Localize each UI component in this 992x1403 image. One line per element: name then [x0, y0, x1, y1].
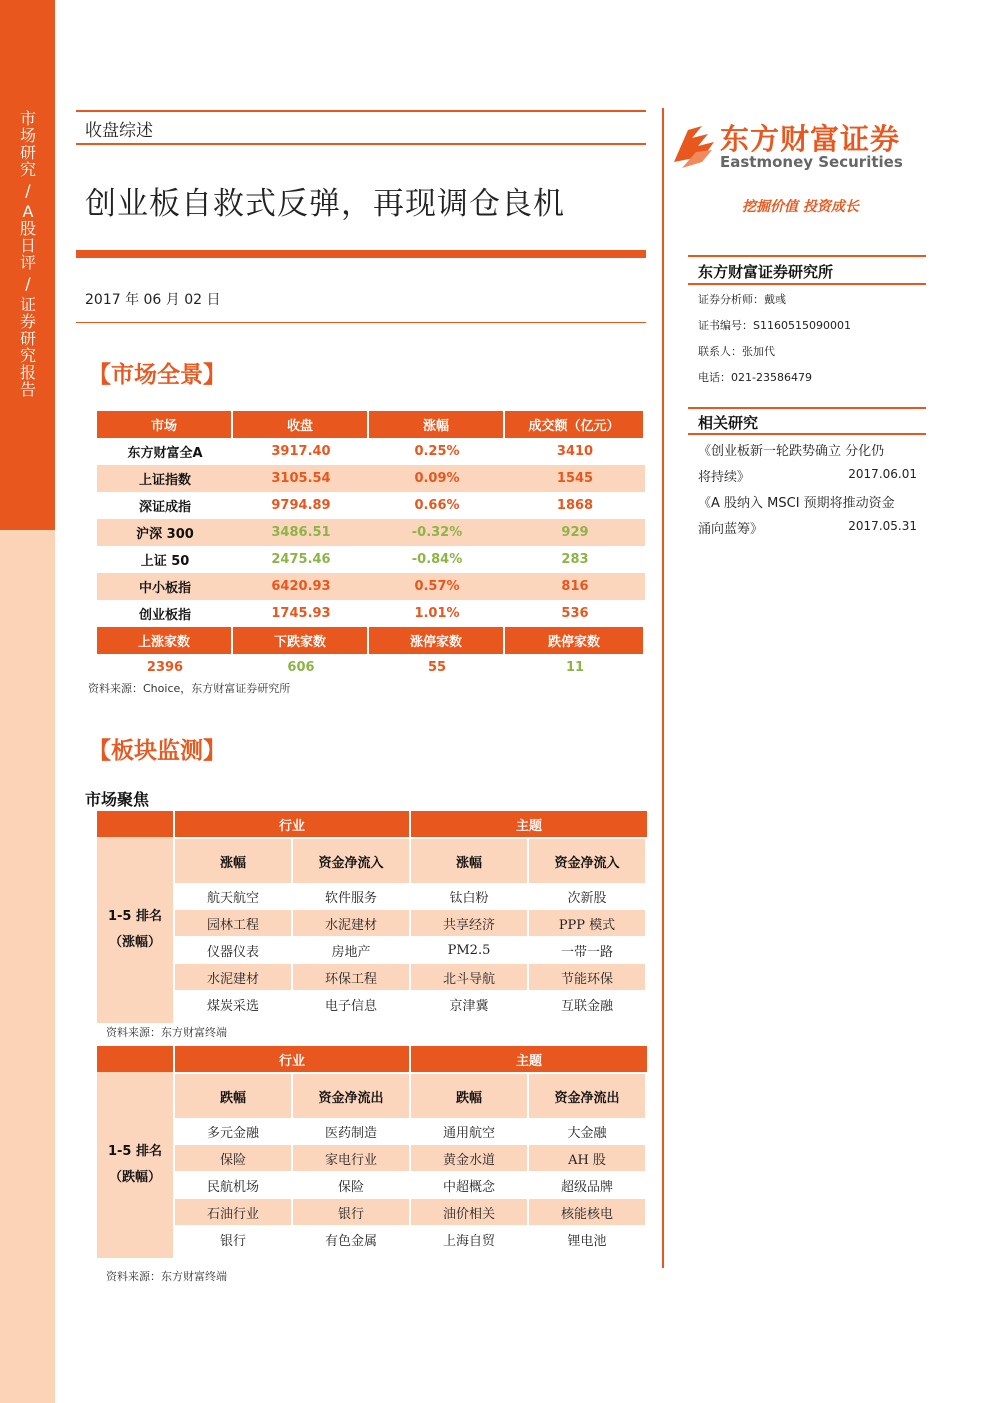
sector-cell: 保险	[175, 1145, 291, 1171]
report-category-label: 收盘综述	[85, 121, 153, 141]
index-close: 3105.54	[233, 465, 369, 492]
sidebar-category-text	[15, 110, 41, 398]
sidebar-char: 研	[19, 329, 36, 348]
sector-cell: 黄金水道	[411, 1145, 527, 1171]
logo-en-text: Eastmoney Securities	[720, 153, 903, 171]
rank-label-cell	[97, 837, 173, 1023]
sector-cell: 一带一路	[560, 944, 613, 960]
column-header-cell: 跌幅	[411, 1074, 527, 1118]
index-volume: 1868	[556, 498, 594, 513]
stats-header-cell: 上涨家数	[97, 627, 233, 654]
sector-cell: 中超概念	[442, 1179, 495, 1195]
section-title-market-overview: 【市场全景】	[88, 361, 226, 388]
sector-cell: 超级品牌	[560, 1179, 613, 1195]
sector-gainers-table	[97, 811, 647, 1023]
sector-cell: 核能核电	[529, 1199, 645, 1225]
sector-cell: 水泥建材	[175, 964, 291, 990]
sector-cell: 北斗导航	[411, 964, 527, 990]
stats-header-cell: 涨停家数	[369, 627, 505, 654]
sector-cell: 仪器仪表	[206, 944, 259, 960]
sector-cell: 共享经济	[411, 910, 527, 936]
sector-cell: 油价相关	[411, 1199, 527, 1225]
sector-cell: 环保工程	[293, 964, 409, 990]
table-row	[97, 600, 645, 627]
table-row	[97, 438, 645, 465]
column-header-cell: 资金净流出	[293, 1074, 409, 1118]
sidebar-char: 券	[19, 312, 36, 331]
index-close: 6420.93	[233, 573, 369, 600]
table-corner-cell	[97, 811, 173, 837]
logo-cn-text: 东方财富证券	[720, 122, 901, 156]
license-number: 证书编号：S1160515090001	[698, 319, 851, 332]
sector-cell: 互联金融	[560, 998, 613, 1014]
index-volume: 3410	[556, 444, 594, 459]
index-volume: 816	[505, 573, 645, 600]
index-name: 上证指数	[97, 465, 233, 492]
index-name: 上证 50	[140, 554, 190, 569]
index-close: 3917.40	[271, 444, 331, 459]
sector-cell: 水泥建材	[293, 910, 409, 936]
phone-number: 电话：021-23586479	[698, 371, 812, 384]
index-change: -0.32%	[369, 519, 505, 546]
sector-cell: 园林工程	[175, 910, 291, 936]
index-volume: 536	[561, 606, 589, 621]
index-volume: 1545	[505, 465, 645, 492]
sector-cell: 民航机场	[206, 1179, 259, 1195]
market-table-source: 资料来源：Choice，东方财富证券研究所	[88, 682, 291, 695]
sector-cell: 石油行业	[175, 1199, 291, 1225]
index-volume: 283	[561, 552, 589, 567]
index-name: 深证成指	[138, 500, 191, 515]
sector-cell: 家电行业	[293, 1145, 409, 1171]
section-title-sector-monitor: 【板块监测】	[88, 737, 226, 764]
column-header-cell: 资金净流出	[529, 1074, 645, 1118]
related-item-1-date: 2017.06.01	[848, 467, 917, 481]
sector-table-2-source: 资料来源：东方财富终端	[106, 1270, 227, 1283]
table-row	[97, 465, 645, 492]
sector-cell: 大金融	[567, 1125, 607, 1141]
sector-cell: 通用航空	[442, 1125, 495, 1141]
sidebar-char: 评	[19, 253, 36, 272]
index-change: 1.01%	[414, 606, 460, 621]
table-row	[97, 573, 645, 600]
index-change: 0.66%	[414, 498, 460, 513]
related-top-line	[688, 407, 926, 409]
header-top-line	[76, 110, 646, 112]
rank-label-line2: （跌幅）	[108, 1170, 161, 1185]
market-stats-header	[97, 627, 645, 654]
index-change: 0.57%	[369, 573, 505, 600]
rank-label-line1: 1-5 排名	[107, 1144, 162, 1159]
table-header-cell: 成交额（亿元）	[505, 411, 645, 438]
column-header-cell: 涨幅	[411, 839, 527, 883]
sector-cell: 上海自贸	[442, 1233, 495, 1249]
sector-cell: 节能环保	[529, 964, 645, 990]
sector-cell: 钛白粉	[449, 890, 489, 906]
table-header-cell: 收盘	[233, 411, 369, 438]
sector-cell: PPP 模式	[529, 910, 645, 936]
sector-cell: 银行	[293, 1199, 409, 1225]
sector-cell: 有色金属	[324, 1233, 377, 1249]
index-close: 2475.46	[271, 552, 331, 567]
table-header-cell: 涨幅	[369, 411, 505, 438]
market-table-header	[97, 411, 645, 438]
slogan: 挖掘价值 投资成长	[742, 199, 859, 215]
sector-cell: 电子信息	[324, 998, 377, 1014]
index-close: 9794.89	[271, 498, 331, 513]
index-change: 0.09%	[369, 465, 505, 492]
related-item-2-line2[interactable]: 涌向蓝筹》	[698, 522, 764, 537]
sidebar-char: 证	[19, 295, 36, 314]
table-row	[97, 492, 645, 519]
group-theme-header: 主题	[411, 811, 647, 837]
sector-cell: 银行	[219, 1233, 246, 1249]
index-volume: 929	[505, 519, 645, 546]
stats-header-cell: 下跌家数	[233, 627, 369, 654]
rank-label-cell	[97, 1072, 173, 1258]
rank-label-line1: 1-5 排名	[107, 909, 162, 924]
sidebar-char: /	[25, 181, 31, 200]
stats-value-cell: 11	[565, 660, 585, 675]
index-name: 中小板指	[97, 573, 233, 600]
sector-cell: 锂电池	[567, 1233, 607, 1249]
table-row	[97, 546, 645, 573]
sidebar-char: 研	[19, 143, 36, 162]
stats-value-cell: 55	[427, 660, 447, 675]
index-change: -0.84%	[411, 552, 463, 567]
table-corner-cell	[97, 1046, 173, 1072]
institute-name: 东方财富证券研究所	[698, 263, 834, 281]
table-header-cell: 市场	[97, 411, 233, 438]
market-focus-subtitle: 市场聚焦	[85, 790, 150, 809]
stats-value-cell: 606	[287, 660, 315, 675]
group-theme-header: 主题	[411, 1046, 647, 1072]
related-item-2-date: 2017.05.31	[848, 519, 917, 533]
market-stats-row	[97, 654, 645, 681]
related-item-1-line1[interactable]: 《创业板新一轮跌势确立 分化仍	[698, 444, 885, 459]
column-header-cell: 涨幅	[175, 839, 291, 883]
sidebar-char: 股	[19, 219, 36, 238]
institute-bottom-line	[688, 283, 926, 285]
index-name: 沪深 300	[97, 519, 233, 546]
column-header-cell: 资金净流入	[529, 839, 645, 883]
sector-cell: 煤炭采选	[206, 998, 259, 1014]
sidebar-char: 日	[19, 236, 36, 255]
rank-label-line2: （涨幅）	[108, 935, 161, 950]
sidebar-char: 究	[19, 160, 36, 179]
sector-cell: 次新股	[567, 890, 607, 906]
sidebar-light-bar	[0, 530, 55, 1403]
sector-cell: 京津冀	[449, 998, 489, 1014]
sector-cell: 保险	[337, 1179, 364, 1195]
sidebar-char: A	[22, 202, 34, 221]
related-item-2-line1[interactable]: 《A 股纳入 MSCI 预期将推动资金	[698, 496, 895, 511]
report-title: 创业板自救式反弹，再现调仓良机	[85, 186, 565, 222]
sidebar-char: 究	[19, 346, 36, 365]
column-header-cell: 资金净流入	[293, 839, 409, 883]
sector-losers-table	[97, 1046, 647, 1258]
date-underline	[76, 322, 646, 323]
report-date: 2017 年 06 月 02 日	[85, 292, 221, 308]
related-research-title: 相关研究	[698, 414, 759, 432]
contact-person: 联系人：张加代	[698, 345, 775, 358]
header-label-underline	[76, 143, 646, 145]
sidebar-char: 告	[19, 380, 36, 399]
sector-cell: 多元金融	[206, 1125, 259, 1141]
group-industry-header: 行业	[175, 1046, 409, 1072]
sidebar-char: 场	[19, 126, 36, 145]
related-bottom-line	[688, 433, 926, 435]
index-close: 3486.51	[233, 519, 369, 546]
sector-cell: AH 股	[529, 1145, 645, 1171]
index-name: 创业板指	[138, 608, 191, 623]
sector-cell: 软件服务	[324, 890, 377, 906]
sidebar-char: 市	[19, 109, 36, 128]
index-name: 东方财富全A	[127, 446, 203, 461]
column-divider	[662, 108, 664, 1268]
title-thick-bar	[76, 250, 646, 258]
analyst-name: 证券分析师：戴彧	[698, 293, 786, 306]
stats-value-cell: 2396	[146, 660, 184, 675]
institute-top-line	[688, 255, 926, 257]
table-row	[97, 519, 645, 546]
sector-cell: PM2.5	[447, 942, 491, 958]
sector-cell: 航天航空	[206, 890, 259, 906]
sidebar-char: /	[25, 274, 31, 293]
related-item-1-line2[interactable]: 将持续》	[698, 470, 751, 485]
index-close: 1745.93	[271, 606, 331, 621]
sector-cell: 房地产	[331, 944, 371, 960]
column-header-cell: 跌幅	[175, 1074, 291, 1118]
sector-cell: 医药制造	[324, 1125, 377, 1141]
stats-header-cell: 跌停家数	[505, 627, 645, 654]
sidebar-char: 报	[19, 363, 36, 382]
index-change: 0.25%	[414, 444, 460, 459]
sector-table-1-source: 资料来源：东方财富终端	[106, 1026, 227, 1039]
group-industry-header: 行业	[175, 811, 409, 837]
